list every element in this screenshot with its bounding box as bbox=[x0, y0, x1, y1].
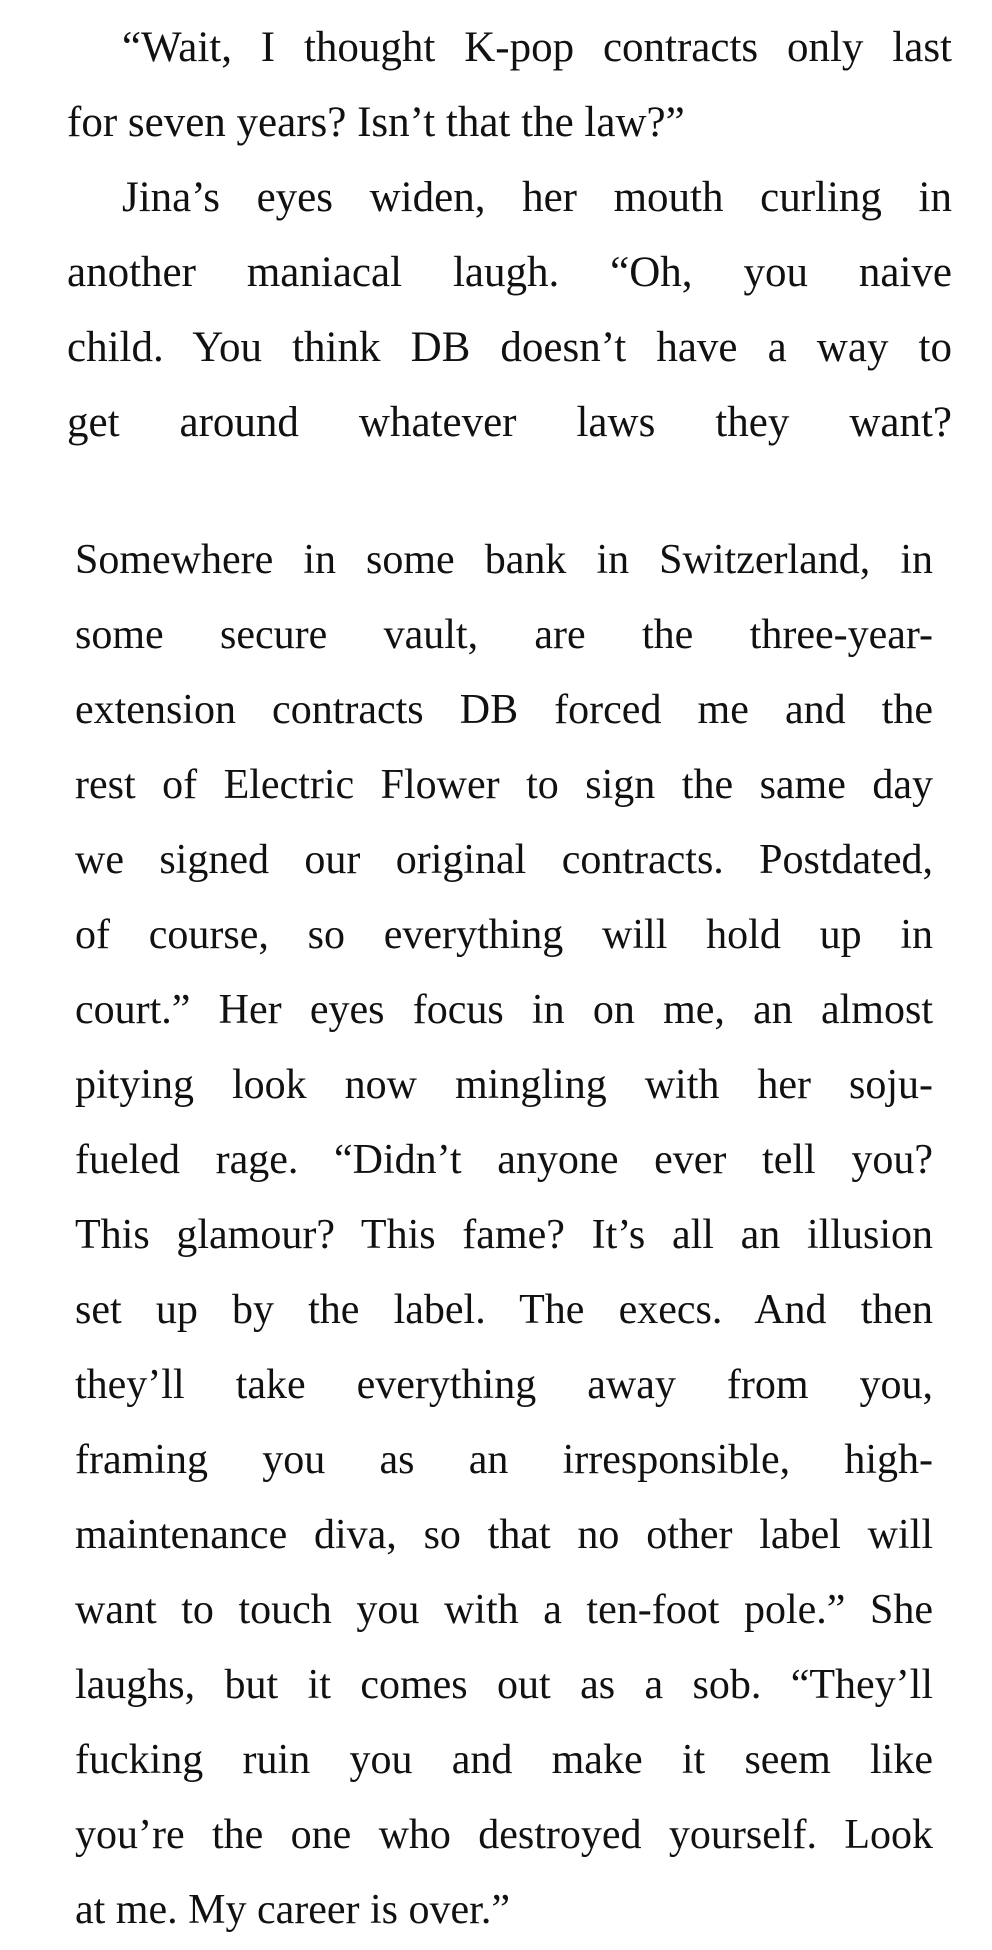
text-line: This glamour? This fame? It’s all an illusion bbox=[75, 1212, 933, 1258]
text-line: for seven years? Isn’t that the law?” bbox=[67, 99, 685, 146]
text-line: rest of Electric Flower to sign the same day bbox=[75, 762, 933, 808]
text-line: some secure vault, are the three-year- bbox=[75, 612, 933, 658]
text-line: child. You think DB doesn’t have a way to bbox=[67, 324, 952, 371]
text-line: fueled rage. “Didn’t anyone ever tell you? bbox=[75, 1137, 933, 1183]
text-line: Jina’s eyes widen, her mouth curling in bbox=[122, 174, 952, 221]
text-line: of course, so everything will hold up in bbox=[75, 912, 933, 958]
text-line: we signed our original contracts. Postdated, bbox=[75, 837, 933, 883]
text-line: set up by the label. The execs. And then bbox=[75, 1287, 933, 1333]
text-line: extension contracts DB forced me and the bbox=[75, 687, 933, 733]
text-line: they’ll take everything away from you, bbox=[75, 1362, 933, 1408]
text-line: framing you as an irresponsible, high- bbox=[75, 1437, 933, 1483]
text-line: at me. My career is over.” bbox=[75, 1887, 510, 1933]
text-line: “Wait, I thought K-pop contracts only last bbox=[122, 24, 952, 71]
text-line: fucking ruin you and make it seem like bbox=[75, 1737, 933, 1783]
text-line: court.” Her eyes focus in on me, an almost bbox=[75, 987, 933, 1033]
text-line: laughs, but it comes out as a sob. “They’ll bbox=[75, 1662, 933, 1708]
text-line: get around whatever laws they want? bbox=[67, 399, 952, 446]
text-line: another maniacal laugh. “Oh, you naive bbox=[67, 249, 952, 296]
text-line: maintenance diva, so that no other label will bbox=[75, 1512, 933, 1558]
text-line: want to touch you with a ten-foot pole.” She bbox=[75, 1587, 933, 1633]
text-line: Somewhere in some bank in Switzerland, in bbox=[75, 537, 933, 583]
text-line: you’re the one who destroyed yourself. Look bbox=[75, 1812, 933, 1858]
text-line: pitying look now mingling with her soju- bbox=[75, 1062, 933, 1108]
